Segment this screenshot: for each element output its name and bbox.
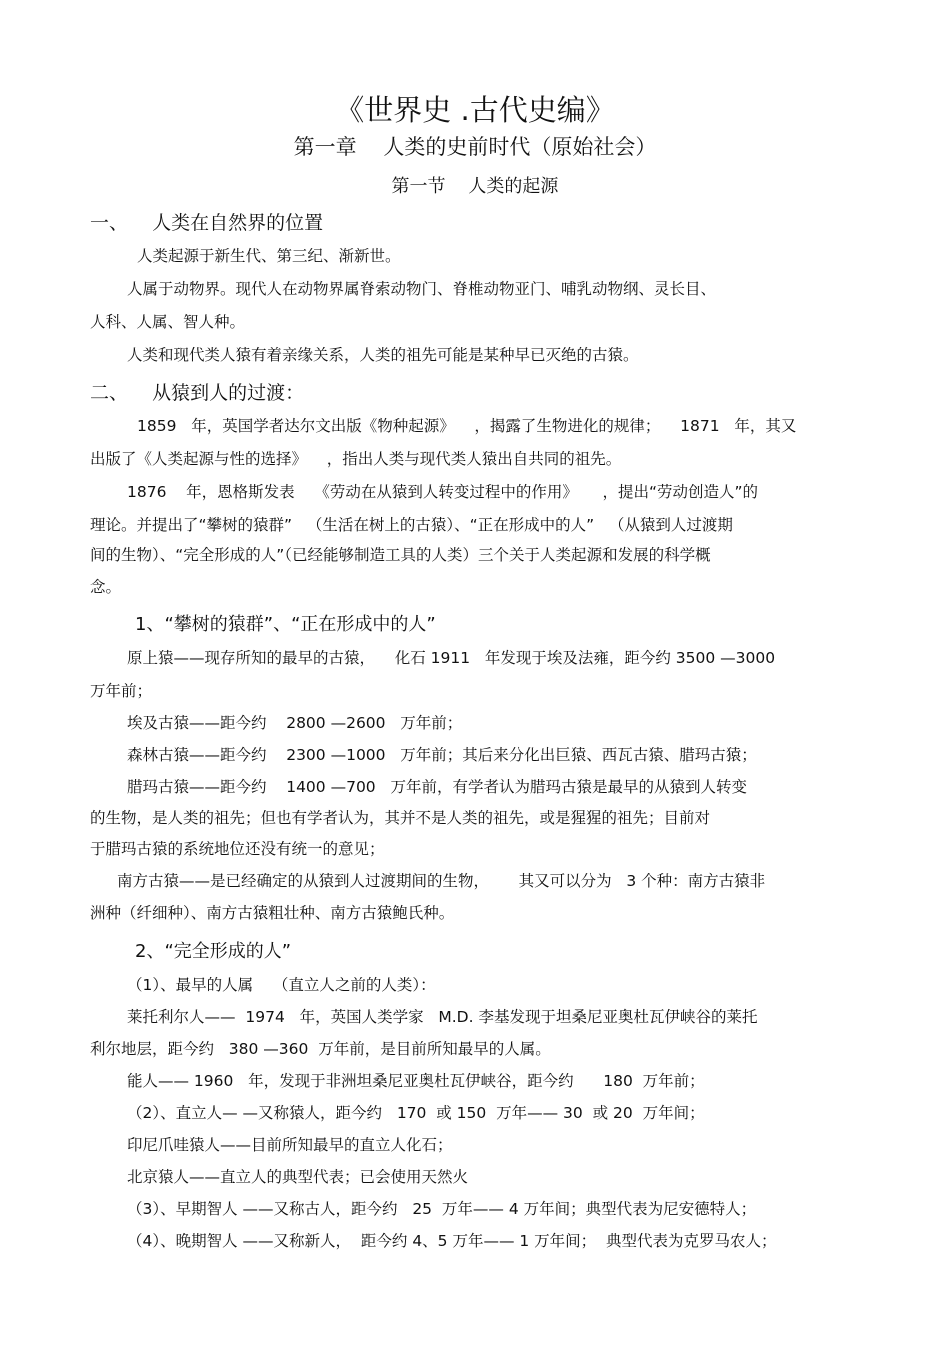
paragraph-line: 人类和现代类人猿有着亲缘关系，人类的祖先可能是某种早已灭绝的古猿。 bbox=[127, 346, 639, 364]
paragraph-line: 理论。并提出了“攀树的猿群” （生活在树上的古猿）、“正在形成中的人” （从猿到人过渡期 bbox=[90, 516, 733, 534]
paragraph-line: 1859 年，英国学者达尔文出版《物种起源》 ，揭露了生物进化的规律； 1871 年，其又 bbox=[137, 417, 797, 435]
paragraph-line: 原上猿——现存所知的最早的古猿， 化石 1911 年发现于埃及法雍，距今约 3500 —3000 bbox=[127, 649, 776, 667]
paragraph-line: 的生物，是人类的祖先；但也有学者认为，其并不是人类的祖先，或是猩猩的祖先；目前对 bbox=[90, 809, 711, 827]
paragraph-line: 埃及古猿——距今约 2800 —2600 万年前； bbox=[127, 714, 463, 732]
paragraph-line: 人属于动物界。现代人在动物界属脊索动物门、脊椎动物亚门、哺乳动物纲、灵长目、 bbox=[127, 280, 717, 298]
section-heading: 第一节 人类的起源 bbox=[391, 176, 559, 197]
document-title: 《世界史 .古代史编》 bbox=[335, 93, 615, 127]
paragraph-line: 万年前； bbox=[90, 682, 153, 700]
paragraph-line: 印尼爪哇猿人——目前所知最早的直立人化石； bbox=[127, 1136, 453, 1154]
paragraph-line: 利尔地层，距今约 380 —360 万年前，是目前所知最早的人属。 bbox=[90, 1040, 551, 1058]
paragraph-line: 南方古猿——是已经确定的从猿到人过渡期间的生物， 其又可以分为 3 个种：南方古猿非 bbox=[117, 872, 766, 890]
heading-2: 二、 从猿到人的过渡： bbox=[90, 382, 305, 404]
paragraph-line: （3）、早期智人 ——又称古人，距今约 25 万年—— 4 万年间；典型代表为尼安德特人； bbox=[127, 1200, 757, 1218]
paragraph-line: 人类起源于新生代、第三纪、渐新世。 bbox=[137, 247, 401, 265]
paragraph-line: 腊玛古猿——距今约 1400 —700 万年前，有学者认为腊玛古猿是最早的从猿到人转变 bbox=[127, 778, 747, 796]
paragraph-line: （1）、最早的人属 （直立人之前的人类）： bbox=[127, 976, 436, 994]
subheading-2: 2、“完全形成的人” bbox=[135, 941, 292, 962]
paragraph-line: （2）、直立人— —又称猿人，距今约 170 或 150 万年—— 30 或 20 万年间； bbox=[127, 1104, 705, 1122]
paragraph-line: 间的生物）、“完全形成的人”（已经能够制造工具的人类）三个关于人类起源和发展的科学概 bbox=[90, 546, 711, 564]
paragraph-line: 出版了《人类起源与性的选择》 ，指出人类与现代类人猿出自共同的祖先。 bbox=[90, 450, 622, 468]
paragraph-line: 于腊玛古猿的系统地位还没有统一的意见； bbox=[90, 840, 385, 858]
paragraph-line: 森林古猿——距今约 2300 —1000 万年前；其后来分化出巨猿、西瓦古猿、腊玛古猿； bbox=[127, 746, 757, 764]
paragraph-line: 洲种（纤细种）、南方古猿粗壮种、南方古猿鲍氏种。 bbox=[90, 904, 455, 922]
paragraph-line: 人科、人属、智人种。 bbox=[90, 313, 246, 331]
chapter-heading: 第一章 人类的史前时代（原始社会） bbox=[293, 135, 657, 159]
paragraph-line: 莱托利尔人—— 1974 年，英国人类学家 M.D. 李基发现于坦桑尼亚奥杜瓦伊峡谷的莱托 bbox=[127, 1008, 758, 1026]
paragraph-line: （4）、晚期智人 ——又称新人， 距今约 4、5 万年—— 1 万年间； 典型代表为克罗马农人； bbox=[127, 1232, 777, 1250]
subheading-1: 1、“攀树的猿群”、“正在形成中的人” bbox=[135, 614, 436, 635]
paragraph-line: 念。 bbox=[90, 578, 122, 596]
paragraph-line: 北京猿人——直立人的典型代表；已会使用天然火 bbox=[127, 1168, 469, 1186]
paragraph-line: 能人—— 1960 年，发现于非洲坦桑尼亚奥杜瓦伊峡谷，距今约 180 万年前； bbox=[127, 1072, 705, 1090]
paragraph-line: 1876 年，恩格斯发表 《劳动在从猿到人转变过程中的作用》 ，提出“劳动创造人”的 bbox=[127, 483, 759, 501]
heading-1: 一、 人类在自然界的位置 bbox=[90, 212, 324, 234]
